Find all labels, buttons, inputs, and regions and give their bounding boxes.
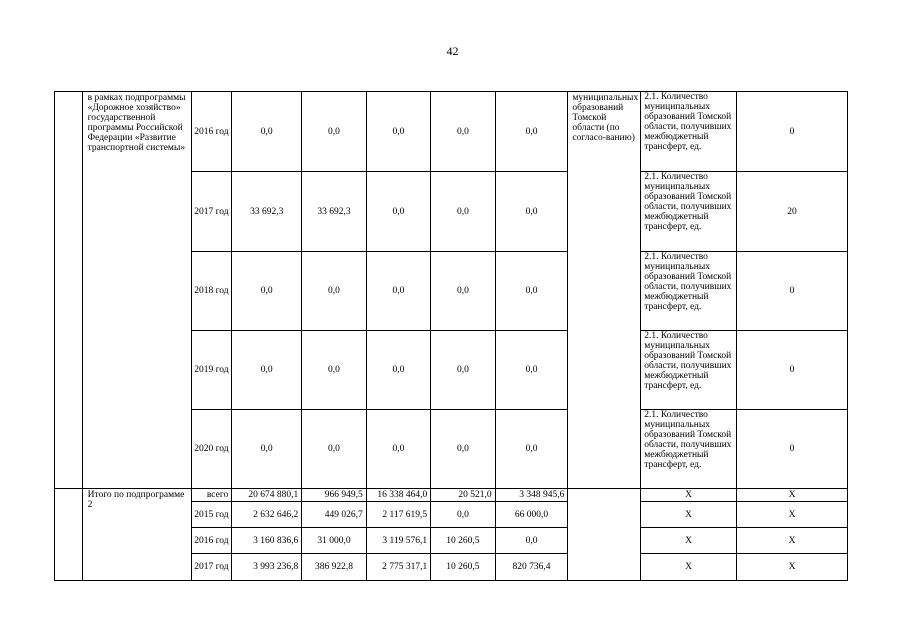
value-cell: 10 260,5 [431,554,495,581]
year-cell: 2015 год [191,502,232,528]
value-cell: 386 922,8 [302,554,366,581]
value-cell: 0,0 [431,331,495,410]
value-cell: 3 348 945,6 [495,489,568,502]
value-cell: 0,0 [366,172,430,252]
table-row [55,92,905,172]
value-cell: 0,0 [366,92,430,172]
number-cell [55,92,83,489]
value-cell: 0,0 [302,410,366,489]
value-cell: 33 692,3 [302,172,366,252]
value-cell: 3 160 836,6 [232,528,302,554]
subtotal-name: Итого по подпрограмме 2 [82,489,191,581]
table-row [55,489,905,502]
value-cell: 0,0 [232,252,302,331]
value-cell: 0,0 [495,92,568,172]
value-cell: 3 993 236,8 [232,554,302,581]
responsible-executor [568,489,641,581]
target-cell: X [737,528,848,554]
value-cell: 66 000,0 [495,502,568,528]
value-cell: 0,0 [232,92,302,172]
indicator-cell: 2.1. Количество муниципальных образований Томской области, получивших межбюджетный трансферт, ед. [641,92,737,172]
value-cell: 20 521,0 [431,489,495,502]
value-cell: 0,0 [302,331,366,410]
target-cell: X [737,502,848,528]
year-cell: 2016 год [191,92,232,172]
activity-name: в рамках подпрограммы «Дорожное хозяйство» государственной программы Российской Федерации «Развитие транспортной системы» [82,92,191,489]
value-cell: 820 736,4 [495,554,568,581]
target-cell: 0 [737,92,848,172]
value-cell: 0,0 [431,252,495,331]
value-cell: 0,0 [232,410,302,489]
value-cell: 20 674 880,1 [232,489,302,502]
value-cell: 966 949,5 [302,489,366,502]
page-number: 42 [446,44,459,58]
value-cell: 0,0 [431,172,495,252]
responsible-executor: муниципальных образований Томской области (по согласо-ванию) [568,92,641,489]
year-cell: 2016 год [191,528,232,554]
indicator-cell: 2.1. Количество муниципальных образований Томской области, получивших межбюджетный трансферт, ед. [641,331,737,410]
value-cell: 0,0 [495,528,568,554]
value-cell: 0,0 [366,252,430,331]
target-cell: 0 [737,252,848,331]
number-cell [55,489,83,581]
value-cell: 0,0 [431,92,495,172]
year-cell: 2018 год [191,252,232,331]
value-cell: 449 026,7 [302,502,366,528]
year-cell: 2020 год [191,410,232,489]
indicator-cell: X [641,502,737,528]
value-cell: 2 632 646,2 [232,502,302,528]
value-cell: 0,0 [495,331,568,410]
target-cell: 0 [737,331,848,410]
value-cell: 0,0 [495,410,568,489]
value-cell: 0,0 [302,252,366,331]
indicator-cell: X [641,528,737,554]
indicator-cell: X [641,554,737,581]
target-cell: X [737,554,848,581]
value-cell: 2 117 619,5 [366,502,430,528]
budget-table [54,91,905,581]
value-cell: 0,0 [366,410,430,489]
year-cell: 2017 год [191,172,232,252]
indicator-cell: X [641,489,737,502]
value-cell: 16 338 464,0 [366,489,430,502]
target-cell: 20 [737,172,848,252]
value-cell: 31 000,0 [302,528,366,554]
value-cell: 0,0 [431,502,495,528]
year-cell: 2019 год [191,331,232,410]
value-cell: 0,0 [495,252,568,331]
value-cell: 0,0 [302,92,366,172]
value-cell: 0,0 [366,331,430,410]
value-cell: 0,0 [431,410,495,489]
value-cell: 0,0 [495,172,568,252]
year-cell: 2017 год [191,554,232,581]
indicator-cell: 2.1. Количество муниципальных образований Томской области, получивших межбюджетный трансферт, ед. [641,410,737,489]
indicator-cell: 2.1. Количество муниципальных образований Томской области, получивших межбюджетный трансферт, ед. [641,172,737,252]
target-cell: 0 [737,410,848,489]
year-cell: всего [191,489,232,502]
value-cell: 33 692,3 [232,172,302,252]
indicator-cell: 2.1. Количество муниципальных образований Томской области, получивших межбюджетный трансферт, ед. [641,252,737,331]
target-cell: X [737,489,848,502]
value-cell: 2 775 317,1 [366,554,430,581]
value-cell: 0,0 [232,331,302,410]
value-cell: 10 260,5 [431,528,495,554]
value-cell: 3 119 576,1 [366,528,430,554]
